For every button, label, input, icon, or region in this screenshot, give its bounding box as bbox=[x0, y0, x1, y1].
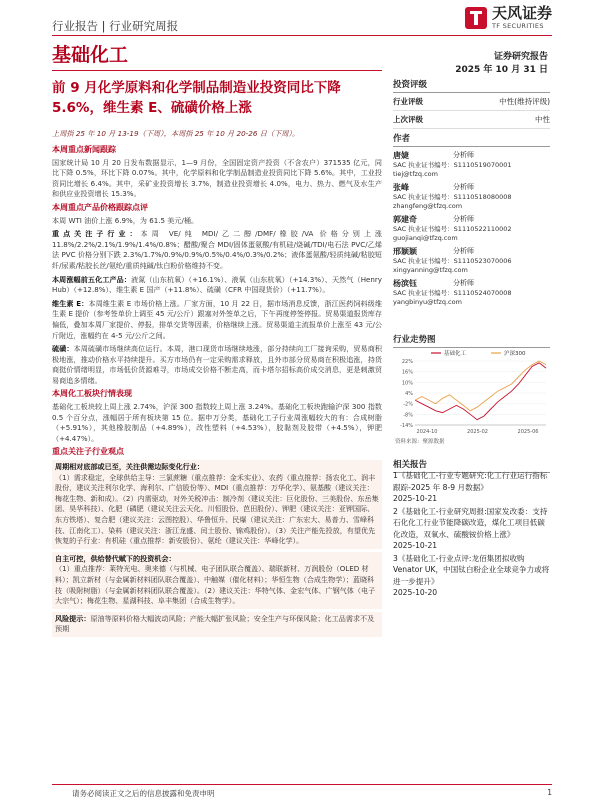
report-type: 证券研究报告 bbox=[493, 52, 548, 62]
viewpoint-text: （1）需求稳定，全球供给主导：三氯蔗糖（重点推荐：金禾实业）、农药（重点推荐：扬农化工、润丰股份，建议关注利尔化学、海利尔、广信股份等）、MDI（重点推荐：万华化学）、氨基酸（建议关注：梅花生物、新和成）。（2）内需驱动，对外关税冲击：制冷剂（建议关注：巨化股份、三美股份、东岳集团、昊华科技）、化肥（磷肥（建议关注云天化、川恒股份、芭田股份）、钾肥（建议关注：亚钾国际、东方铁塔）、复合肥（建议关注：云图控股）、华鲁恒升、民爆（建议关注：广东宏大、易普力、雪峰科技、江南化工）、染料（建议关注：浙江龙盛、闰土股份、锦鸡股份）。（3）关注产能先投放，有望优先恢复的子行业：有机硅（重点推荐：新安股份）、氨纶（建议关注：华峰化学）。 bbox=[55, 472, 379, 546]
page-header bbox=[52, 4, 552, 36]
author-entry bbox=[393, 246, 550, 275]
author-role: 分析师 bbox=[453, 215, 474, 223]
paragraph bbox=[52, 275, 382, 296]
x-tick-label: 2024-10 bbox=[416, 429, 438, 435]
section-heading: 重点关注子行业观点 bbox=[52, 447, 124, 457]
author-cert: SAC 执业证书编号：S1110522110002 bbox=[393, 225, 512, 233]
rating-value: 中性(维持评级) bbox=[499, 97, 550, 106]
report-category: 行业报告 | 行业研究周报 bbox=[52, 19, 179, 33]
related-date: 2025-10-21 bbox=[393, 541, 438, 550]
paragraph-text: 本周硫磺市场继续高位运行。本周，港口现货市场继续地涨，部分持续向工厂接询采购，贸易商积极地涨，推动价格水平持续提升。买方市场仍有一定采购需求释放，且外市部分贸易商在积极追涨，持货商挺价情绪明显，市场低价货源难寻，市场成交价格不断走高，而卡塔尔招标高价成交消息，更是刺激贸易商追多情绪。 bbox=[52, 344, 383, 385]
y-tick-label: -2% bbox=[403, 401, 413, 408]
brand-logo bbox=[465, 6, 552, 30]
author-cert: SAC 执业证书编号：S1110518080008 bbox=[393, 193, 512, 201]
trend-header: 行业走势图 bbox=[393, 333, 550, 348]
paragraph: 国家统计局 10 月 20 日发布数据显示，1—9 月份，全国固定资产投资（不含农户）371535 亿元，同比下降 0.5%，环比下降 0.07%。其中，化学原料和化学制品制造业投资同比下降 5.6%。其中，工业投资同比增长 6.4%。其中，采矿业投资增长 3.7%，制造业投资增长 4.0%，电力、热力、燃气及水生产和供应业投资增长 15.3%。 bbox=[52, 157, 382, 199]
author-entry bbox=[393, 278, 550, 307]
y-tick-label: 10% bbox=[401, 380, 413, 387]
author-email[interactable]: zhangfeng@tfzq.com bbox=[393, 202, 463, 210]
author-entry bbox=[393, 182, 550, 211]
paragraph-lead: 硫磺： bbox=[52, 344, 74, 354]
section-heading: 本周化工板块行情表现 bbox=[52, 389, 132, 399]
x-tick-label: 2025-06 bbox=[517, 429, 539, 435]
related-title: 3《基础化工-行业点评:龙佰集团拟收购 Venator UK，中国钛白粉企业全球竞争力或将进一步提升》 bbox=[393, 553, 550, 586]
authors-header: 作者 bbox=[393, 132, 550, 147]
author-email[interactable]: yangbinyu@tfzq.com bbox=[393, 298, 462, 306]
logo-icon bbox=[465, 7, 487, 29]
author-role: 分析师 bbox=[453, 183, 474, 191]
trend-chart-svg bbox=[393, 347, 550, 447]
series-line bbox=[415, 363, 546, 420]
paragraph-lead: 维生素 E： bbox=[52, 298, 89, 308]
author-name: 杨滨钰 bbox=[393, 279, 417, 288]
rating-panel bbox=[393, 78, 550, 129]
series-line bbox=[415, 361, 546, 411]
author-email[interactable]: xingyanning@tfzq.com bbox=[393, 266, 468, 274]
y-tick-label: 16% bbox=[401, 369, 413, 376]
related-report[interactable] bbox=[393, 470, 550, 505]
x-tick-label: 2025-02 bbox=[467, 429, 488, 435]
page-footer bbox=[52, 784, 552, 798]
paragraph-text: 液氮（山东杭氧）（+16.1%）、液氧（山东杭氧）（+14.3%）、天然气（Henry Hub）（+12.8%）、维生素 E 国产（+11.8%）、硫磺（CFR 中国现货价）（+11.7%）。 bbox=[52, 274, 382, 295]
legend-label: 沪深300 bbox=[504, 351, 526, 357]
author-cert: SAC 执业证书编号：S1110524070008 bbox=[393, 289, 512, 297]
trend-chart bbox=[393, 347, 550, 447]
date-note: 上周指 25 年 10 月 13-19（下周），本周指 25 年 10 月 20-26 日（下周）。 bbox=[52, 129, 300, 138]
related-header: 相关报告 bbox=[393, 458, 550, 473]
paragraph bbox=[52, 344, 382, 386]
rating-header: 投资评级 bbox=[393, 78, 550, 93]
viewpoint-heading: 自主可控，供给替代赋下的投资机会： bbox=[55, 553, 176, 563]
y-tick-label: -14% bbox=[400, 423, 413, 429]
viewpoint-box bbox=[52, 552, 382, 609]
viewpoint-box bbox=[52, 460, 382, 549]
author-cert: SAC 执业证书编号：S1110519070001 bbox=[393, 161, 512, 169]
y-tick-label: 22% bbox=[401, 359, 413, 365]
author-role: 分析师 bbox=[453, 279, 474, 287]
related-date: 2025-10-20 bbox=[393, 588, 438, 597]
chart-source: 资料来源：聚源数据 bbox=[395, 439, 445, 445]
paragraph bbox=[52, 229, 382, 271]
paragraph: 基础化工板块较上周上涨 2.74%，沪深 300 指数较上周上涨 3.24%。基础化工板块跑输沪深 300 指数 0.5 个百分点，涨幅居于所有板块第 15 位。据申万分类，基础化工子行业周涨幅较大的有：合成树脂（+5.91%），其他橡胶制品（+4.89%），改性塑料（+4.53%），胶黏剂及胶带（+4.5%），钾肥（+4.47%）。 bbox=[52, 402, 382, 443]
section-heading: 本周重点产品价格跟踪点评 bbox=[52, 202, 148, 212]
related-list bbox=[393, 470, 550, 600]
paragraph-text: 本周维生素 E 市场价格上涨。厂家方面，10 月 22 日，据市场消息反馈，浙江医药饲料级维生素 E 提价（参考签单价上调至 45 元/公斤）跟塞对外签单之后，下午再度停签停报。贸易渠道报货库存偏低，叠加本周厂家提价、停报，排单交货等因素，价格继续上涨。贸易渠道主流报单价上涨至 43 元/公斤附近，涨幅约在 4-5 元/公斤之间。 bbox=[52, 298, 382, 340]
authors-panel bbox=[393, 132, 550, 307]
y-tick-label: 4% bbox=[405, 391, 413, 397]
related-report[interactable] bbox=[393, 506, 550, 552]
author-role: 分析师 bbox=[453, 247, 474, 255]
author-email[interactable]: tiej@tfzq.com bbox=[393, 170, 438, 178]
rating-label: 行业评级 bbox=[393, 97, 423, 106]
sector-title: 基础化工 bbox=[52, 44, 129, 66]
paragraph: 本周 WTI 油价上涨 6.9%，为 61.5 美元/桶。 bbox=[52, 215, 199, 225]
title-line-1: 前 9 月化学原料和化学制品制造业投资同比下降 bbox=[52, 80, 341, 96]
title-divider bbox=[52, 70, 382, 71]
title-line-2: 5.6%，维生素 E、硫磺价格上涨 bbox=[52, 100, 252, 116]
paragraph bbox=[52, 299, 382, 341]
trend-panel bbox=[393, 333, 550, 348]
author-name: 郭建奇 bbox=[393, 215, 417, 224]
paragraph-text: 本周 VE/纯 MDI/乙二醇/DMF/橡胶/VA 价格分别上涨 11.8%/2.2%/2.1%/1.9%/1.4%/0.8%；醋酸/聚合 MDI/固体蛋氨酸/有机硅/烧碱/TDI/电石法 PVC/乙烯法 PVC 价格分别下跌 2.3%/1.7%/0.9%/0.9%/0.5%/0.4%/0.3%/0.2%；液体蛋氨酸/轻质纯碱/粘胶短纤/尿素/粘胶长丝/氨纶/重质纯碱/钛白粉价格维持不变。 bbox=[52, 229, 383, 270]
paragraph-lead: 本周涨幅前五化工产品： bbox=[52, 274, 132, 284]
author-entry bbox=[393, 214, 550, 243]
report-date: 2025 年 10 月 31 日 bbox=[455, 65, 548, 75]
y-tick-label: -8% bbox=[403, 412, 413, 419]
report-title bbox=[52, 78, 382, 118]
rating-row bbox=[393, 111, 550, 129]
author-entry bbox=[393, 150, 550, 179]
related-report[interactable] bbox=[393, 553, 550, 599]
related-title: 1《基础化工-行业专题研究:化工行业运行指标跟踪-2025 年 8-9 月数据》 bbox=[393, 471, 548, 492]
author-name: 唐婕 bbox=[393, 151, 409, 160]
page-number: 1 bbox=[547, 788, 552, 797]
author-email[interactable]: guojianqi@tfzq.com bbox=[393, 234, 458, 242]
paragraph-lead: 重点关注子行业： bbox=[52, 229, 141, 239]
author-name: 邢颖颖 bbox=[393, 247, 417, 256]
logo-name-en: TF SECURITIES bbox=[491, 22, 544, 30]
report-body bbox=[52, 144, 382, 640]
prev-rating-label: 上次评级 bbox=[393, 115, 423, 124]
viewpoint-text: （1）重点推荐：莱特光电、奥来德（与机械、电子团队联合覆盖）、瑞联新材、万润股份（OLED 材料）；凯立新材（与金属新材料团队联合覆盖）、中触媒（催化材料）；华恒生物（合成生物学）；蓝晓科技（吸附树脂）（与金属新材料团队联合覆盖）。（2）建议关注：华特气体、金宏气体、广钢气体（电子大宗气）；梅花生物、星湖科技、阜丰集团（合成生物学）。 bbox=[55, 564, 376, 606]
author-cert: SAC 执业证书编号：S1110523070006 bbox=[393, 257, 512, 265]
logo-name: 天风证券 bbox=[491, 4, 552, 22]
rating-row bbox=[393, 93, 550, 111]
legend-label: 基础化工 bbox=[444, 351, 467, 357]
section-heading: 本周重点新闻跟踪 bbox=[52, 145, 116, 154]
risk-text: 原油等原料价格大幅波动风险；产能大幅扩张风险；安全生产与环保风险；化工品需求不及预期 bbox=[55, 613, 375, 634]
author-role: 分析师 bbox=[453, 151, 474, 159]
viewpoint-heading: 周期相对底部或已至，关注供需边际变化行业： bbox=[55, 462, 204, 472]
prev-rating-value: 中性 bbox=[535, 115, 550, 124]
related-date: 2025-10-21 bbox=[393, 494, 438, 503]
risk-heading: 风险提示： bbox=[55, 613, 91, 623]
risk-box bbox=[52, 612, 382, 637]
disclaimer: 请务必阅读正文之后的信息披露和免责申明 bbox=[72, 789, 215, 798]
related-title: 2《基础化工-行业研究周报:国家发改委：支持石化化工行业节能降碳改造，煤化工项目低碳化改造，双氧水、硫酸铵价格上涨》 bbox=[393, 506, 548, 539]
author-name: 张峰 bbox=[393, 183, 409, 192]
